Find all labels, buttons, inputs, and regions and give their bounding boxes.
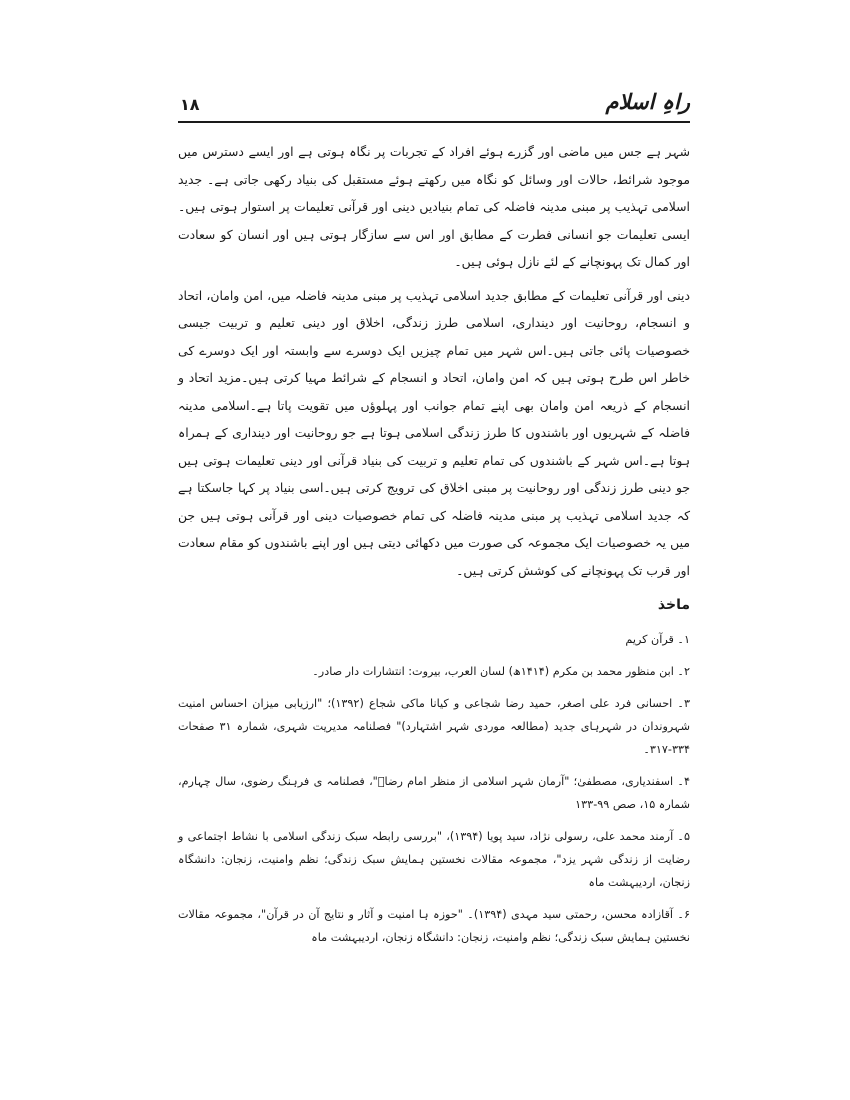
- reference-item: ۱۔ قرآن کریم: [625, 633, 690, 646]
- article-body: [178, 138, 690, 958]
- header-divider: [178, 121, 690, 123]
- page-header: [178, 85, 690, 123]
- reference-item: ۲۔ ابن منظور محمد بن مکرم (۱۴۱۴ھ) لسان العرب، بیروت: انتشارات دار صادر۔: [312, 665, 690, 678]
- reference-item: ۳۔ احسانی فرد علی اصغر، حمید رضا شجاعی و کیانا ماکی شجاع (۱۳۹۲)؛ "ارزیابی میزان احساس امنیت شہروندان در شہرہای جدید (مطالعہ موردی شہر اشتہارد)" فصلنامہ مدیریت شہری، شمارہ ۳۱ صفحات ۳۳۴-۳۱۷۔: [178, 697, 690, 756]
- references-list: [178, 628, 690, 949]
- paragraph-1: شہر ہے جس میں ماضی اور گزرے ہوئے افراد کے تجربات پر نگاہ ہوتی ہے اور ایسے دسترس میں موجود شرائط، حالات اور وسائل کو نگاہ میں رکھتے ہوئے مستقبل کی بنیاد رکھی جاتی ہے۔ جدید اسلامی تہذیب پر مبنی مدینہ فاضلہ کی تمام بنیادیں دینی اور قرآنی تعلیمات پر استوار ہوتی ہیں۔ایسی تعلیمات جو انسانی فطرت کے مطابق اور اس سے سازگار ہوتی ہیں اور انسان کو سعادت اور کمال تک پہونچانے کے لئے نازل ہوئی ہیں۔: [178, 144, 690, 269]
- references-heading: ماخذ: [657, 597, 690, 613]
- reference-item: ۴۔ اسفندیاری، مصطفیٰ؛ "آرمان شہر اسلامی از منظر امام رضاؑ"، فصلنامہ ی فرہنگ رضوی، سال چہارم، شمارہ ۱۵، صص ۹۹-۱۳۳: [178, 775, 690, 811]
- reference-item: ۵۔ آرمند محمد علی، رسولی نژاد، سید پویا (۱۳۹۴)، "بررسی رابطہ سبک زندگی اسلامی با نشاط اجتماعی و رضایت از زندگی شہر یزد"، مجموعہ مقالات نخستین ہمایش سبک زندگی؛ نظم وامنیت، زنجان: دانشگاہ زنجان، اردیبہشت ماہ: [178, 830, 690, 889]
- reference-item: ۶۔ آقازادہ محسن، رحمتی سید مہدی (۱۳۹۴)۔ "حوزہ ہا امنیت و آثار و نتایج آن در قرآن"، مجموعہ مقالات نخستین ہمایش سبک زندگی؛ نظم وامنیت، زنجان: دانشگاہ زنجان، اردیبہشت ماہ: [178, 908, 690, 944]
- paragraph-2: دینی اور قرآنی تعلیمات کے مطابق جدید اسلامی تہذیب پر مبنی مدینہ فاضلہ میں، امن وامان، اتحاد و انسجام، روحانیت اور دینداری، اسلامی طرز زندگی، اخلاق اور دینی تعلیم و تربیت جیسی خصوصیات پائی جاتی ہیں۔اس شہر میں تمام چیزیں ایک دوسرے سے وابستہ اور ایک دوسرے کی خاطر اس طرح ہوتی ہیں کہ امن وامان، اتحاد و انسجام کے شرائط مہیا کرتی ہیں۔مزید اتحاد و انسجام کے ذریعہ امن وامان بھی اپنے تمام جوانب اور پہلوؤں میں تقویت پاتا ہے۔اسلامی مدینہ فاضلہ کے شہریوں اور باشندوں کا طرز زندگی اسلامی ہوتا ہے جو روحانیت اور دینداری کے ہمراہ ہوتا ہے۔اس شہر کے باشندوں کی تمام تعلیم و تربیت کی بنیاد قرآنی اور دینی تعلیمات ہوتی ہیں جو دینی طرز زندگی اور روحانیت پر مبنی اخلاق کی ترویج کرتی ہیں۔اسی بنیاد پر کہا جاسکتا ہے کہ جدید اسلامی تہذیب پر مبنی مدینہ فاضلہ کی تمام خصوصیات دینی اور قرآنی ہوتی ہیں جن میں یہ خصوصیات ایک مجموعہ کی صورت میں دکھائی دیتی ہیں اور اپنے باشندوں کو مقام سعادت اور قرب تک پہونچانے کی کوشش کرتی ہیں۔: [178, 287, 690, 578]
- journal-title: راہِ اسلام: [605, 89, 690, 114]
- page-number: ۱۸: [180, 95, 200, 114]
